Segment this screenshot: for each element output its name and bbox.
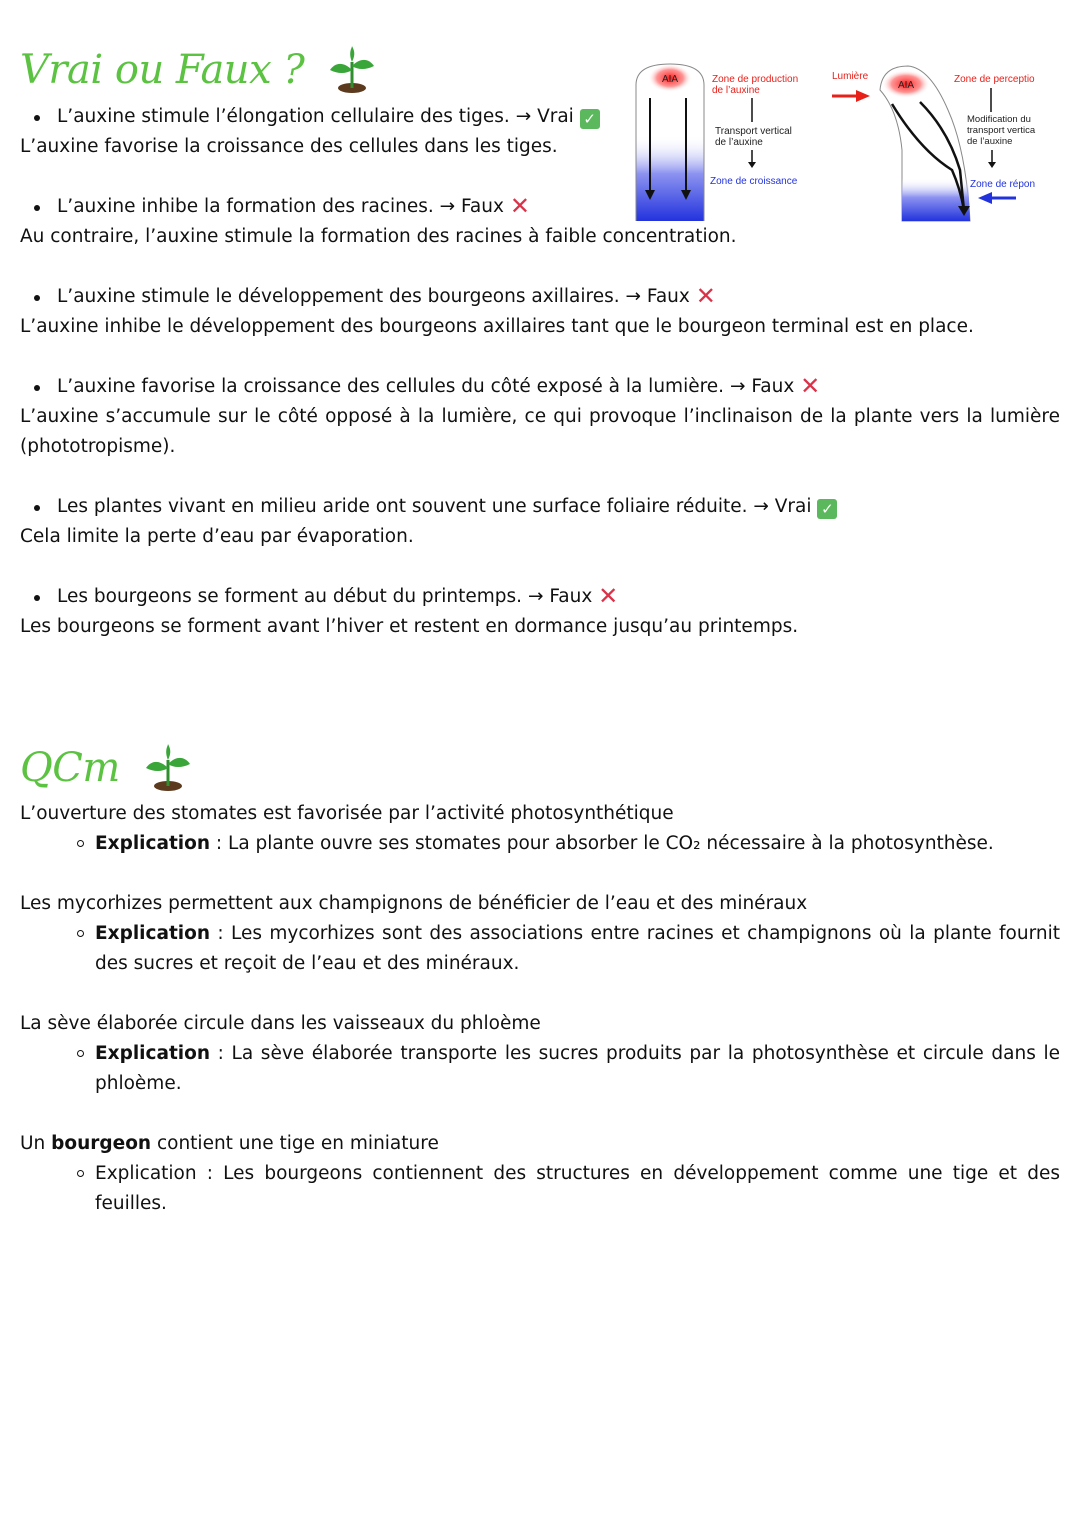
sprout-icon bbox=[142, 742, 194, 794]
sprout-icon bbox=[326, 44, 378, 96]
lumiere-label: Lumière bbox=[832, 71, 869, 82]
vf-explanation-5: Cela limite la perte d’eau par évaporation. bbox=[20, 526, 414, 547]
straight-stem bbox=[636, 64, 704, 221]
qcm-title: QCm bbox=[20, 745, 120, 791]
check-icon: ✓ bbox=[580, 109, 600, 129]
zone-production-label: Zone de production bbox=[712, 74, 799, 85]
light-arrow-icon bbox=[856, 90, 870, 102]
svg-text:transport vertica: transport vertica bbox=[967, 125, 1036, 136]
auxin-phototropism-diagram bbox=[630, 60, 1060, 225]
zone-reponse-label: Zone de répon bbox=[970, 179, 1036, 190]
vf-item-1: L’auxine stimule l’élongation cellulaire des tiges. → Vrai ✓ bbox=[20, 102, 1060, 132]
qcm-explanation-1: Explication : La plante ouvre ses stomates pour absorber le CO₂ nécessaire à la photosynthèse. bbox=[20, 829, 1060, 859]
qcm-explanation-3: Explication : La sève élaborée transporte les sucres produits par la photosynthèse et circule dans le phloème. bbox=[20, 1039, 1060, 1099]
qcm-question-2: Les mycorhizes permettent aux champignons de bénéficier de l’eau et des minéraux bbox=[20, 893, 808, 914]
qcm-heading bbox=[20, 742, 194, 794]
zone-croissance-label: Zone de croissance bbox=[710, 176, 798, 187]
qcm-question-1: L’ouverture des stomates est favorisée par l’activité photosynthétique bbox=[20, 803, 674, 824]
vf-item-5: Les plantes vivant en milieu aride ont souvent une surface foliaire réduite. → Vrai ✓ bbox=[20, 492, 1060, 522]
qcm-question-4: Un bourgeon contient une tige en miniature bbox=[20, 1133, 439, 1154]
vf-explanation-2: Au contraire, l’auxine stimule la formation des racines à faible concentration. bbox=[20, 226, 737, 247]
check-icon: ✓ bbox=[817, 499, 837, 519]
cross-icon: ✕ bbox=[695, 282, 716, 310]
vrai-faux-heading bbox=[20, 44, 378, 96]
vf-explanation-6: Les bourgeons se forment avant l’hiver et restent en dormance jusqu’au printemps. bbox=[20, 616, 799, 637]
bending-stem bbox=[880, 66, 970, 221]
vf-explanation-4: L’auxine s’accumule sur le côté opposé à la lumière, ce qui provoque l’inclinaison de la plante vers la lumière (phototropisme). bbox=[20, 406, 1060, 457]
qcm-question-3: La sève élaborée circule dans les vaisseaux du phloème bbox=[20, 1013, 541, 1034]
svg-text:de l’auxine: de l’auxine bbox=[967, 136, 1013, 147]
vf-item-2: L’auxine inhibe la formation des racines. → Faux ✕ bbox=[20, 192, 1060, 222]
qcm-explanation-2: Explication : Les mycorhizes sont des associations entre racines et champignons où la plante fournit des sucres et reçoit de l’eau et des minéraux. bbox=[20, 919, 1060, 979]
vf-item-4: L’auxine favorise la croissance des cellules du côté exposé à la lumière. → Faux ✕ bbox=[20, 372, 1060, 402]
svg-text:de l’auxine: de l’auxine bbox=[715, 137, 763, 148]
vf-item-3: L’auxine stimule le développement des bourgeons axillaires. → Faux ✕ bbox=[20, 282, 1060, 312]
svg-text:de l’auxine: de l’auxine bbox=[712, 85, 760, 96]
response-arrow-icon bbox=[978, 192, 992, 204]
svg-text:AIA: AIA bbox=[897, 80, 915, 91]
vrai-faux-title: Vrai ou Faux ? bbox=[20, 47, 305, 93]
cross-icon: ✕ bbox=[509, 192, 530, 220]
cross-icon: ✕ bbox=[598, 582, 619, 610]
vf-item-6: Les bourgeons se forment au début du printemps. → Faux ✕ bbox=[20, 582, 1060, 612]
modification-label: Modification du bbox=[967, 114, 1031, 125]
vf-explanation-3: L’auxine inhibe le développement des bourgeons axillaires tant que le bourgeon terminal est en place. bbox=[20, 316, 974, 337]
aia-label: AIA bbox=[661, 74, 679, 85]
qcm-list bbox=[20, 799, 1060, 1219]
vf-explanation-1: L’auxine favorise la croissance des cellules dans les tiges. bbox=[20, 136, 558, 157]
zone-perception-label: Zone de perceptio bbox=[954, 74, 1035, 85]
transport-label: Transport vertical bbox=[715, 126, 792, 137]
qcm-explanation-4: Explication : Les bourgeons contiennent des structures en développement comme une tige et des feuilles. bbox=[20, 1159, 1060, 1219]
cross-icon: ✕ bbox=[800, 372, 821, 400]
